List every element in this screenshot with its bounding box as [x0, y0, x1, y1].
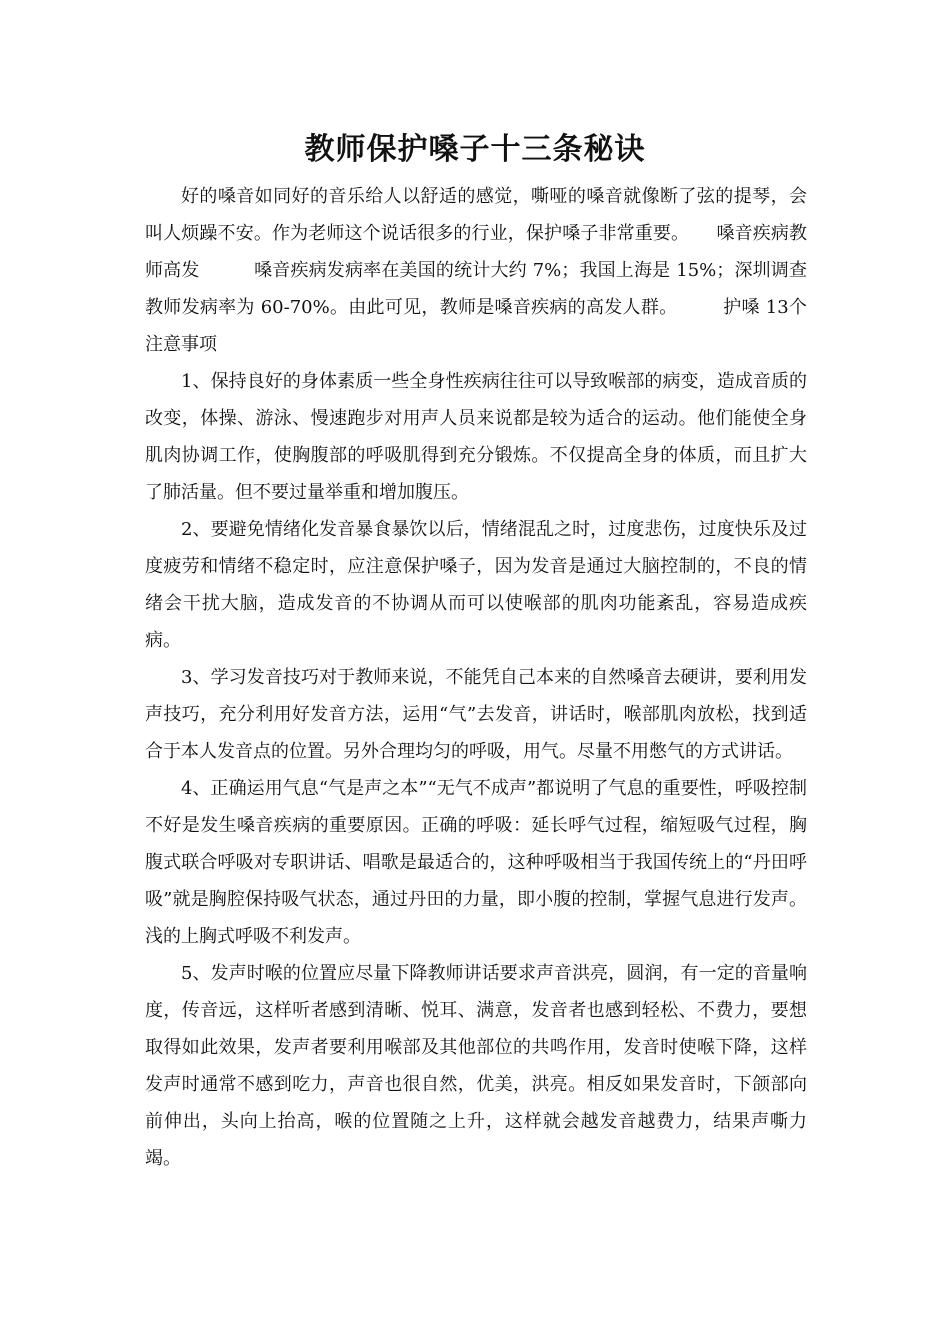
item-3-paragraph: 3、学习发音技巧对于教师来说，不能凭自己本来的自然嗓音去硬讲，要利用发声技巧，充分利用好发音方法，运用“气”去发音，讲话时，喉部肌肉放松，找到适合于本人发音点的位置。另外合理均匀的呼吸，用气。尽量不用憋气的方式讲话。 — [145, 667, 807, 762]
document-body — [145, 178, 807, 1177]
document-title: 教师保护嗓子十三条秘诀 — [304, 132, 646, 167]
item-4-paragraph: 4、正确运用气息“气是声之本”“无气不成声”都说明了气息的重要性，呼吸控制不好是发生嗓音疾病的重要原因。正确的呼吸：延长呼气过程，缩短吸气过程，胸腹式联合呼吸对专职讲话、唱歌是最适合的，这种呼吸相当于我国传统上的“丹田呼吸”就是胸腔保持吸气状态，通过丹田的力量，即小腹的控制，掌握气息进行发声。浅的上胸式呼吸不利发声。 — [145, 778, 807, 947]
item-1-paragraph: 1、保持良好的身体素质一些全身性疾病往往可以导致喉部的病变，造成音质的改变，体操、游泳、慢速跑步对用声人员来说都是较为适合的运动。他们能使全身肌肉协调工作，使胸腹部的呼吸肌得到充分锻炼。不仅提高全身的体质，而且扩大了肺活量。但不要过量举重和增加腹压。 — [145, 371, 807, 503]
item-2-paragraph: 2、要避免情绪化发音暴食暴饮以后，情绪混乱之时，过度悲伤，过度快乐及过度疲劳和情绪不稳定时，应注意保护嗓子，因为发音是通过大脑控制的，不良的情绪会干扰大脑，造成发音的不协调从而可以使喉部的肌肉功能紊乱，容易造成疾病。 — [145, 519, 807, 651]
intro-paragraph: 好的嗓音如同好的音乐给人以舒适的感觉，嘶哑的嗓音就像断了弦的提琴，会叫人烦躁不安。作为老师这个说话很多的行业，保护嗓子非常重要。 嗓音疾病教师高发 嗓音疾病发病率在美国的统计大约 7%；我国上海是 15%；深圳调查教师发病率为 60-70%。由此可见，教师是嗓音疾病的高发人群。 护嗓 13个注意事项 — [145, 186, 807, 355]
item-5-paragraph: 5、发声时喉的位置应尽量下降教师讲话要求声音洪亮，圆润，有一定的音量响度，传音远，这样听者感到清晰、悦耳、满意，发音者也感到轻松、不费力，要想取得如此效果，发声者要利用喉部及其他部位的共鸣作用，发音时使喉下降，这样发声时通常不感到吃力，声音也很自然，优美，洪亮。相反如果发音时，下颌部向前伸出，头向上抬高，喉的位置随之上升，这样就会越发音越费力，结果声嘶力竭。 — [145, 963, 807, 1169]
